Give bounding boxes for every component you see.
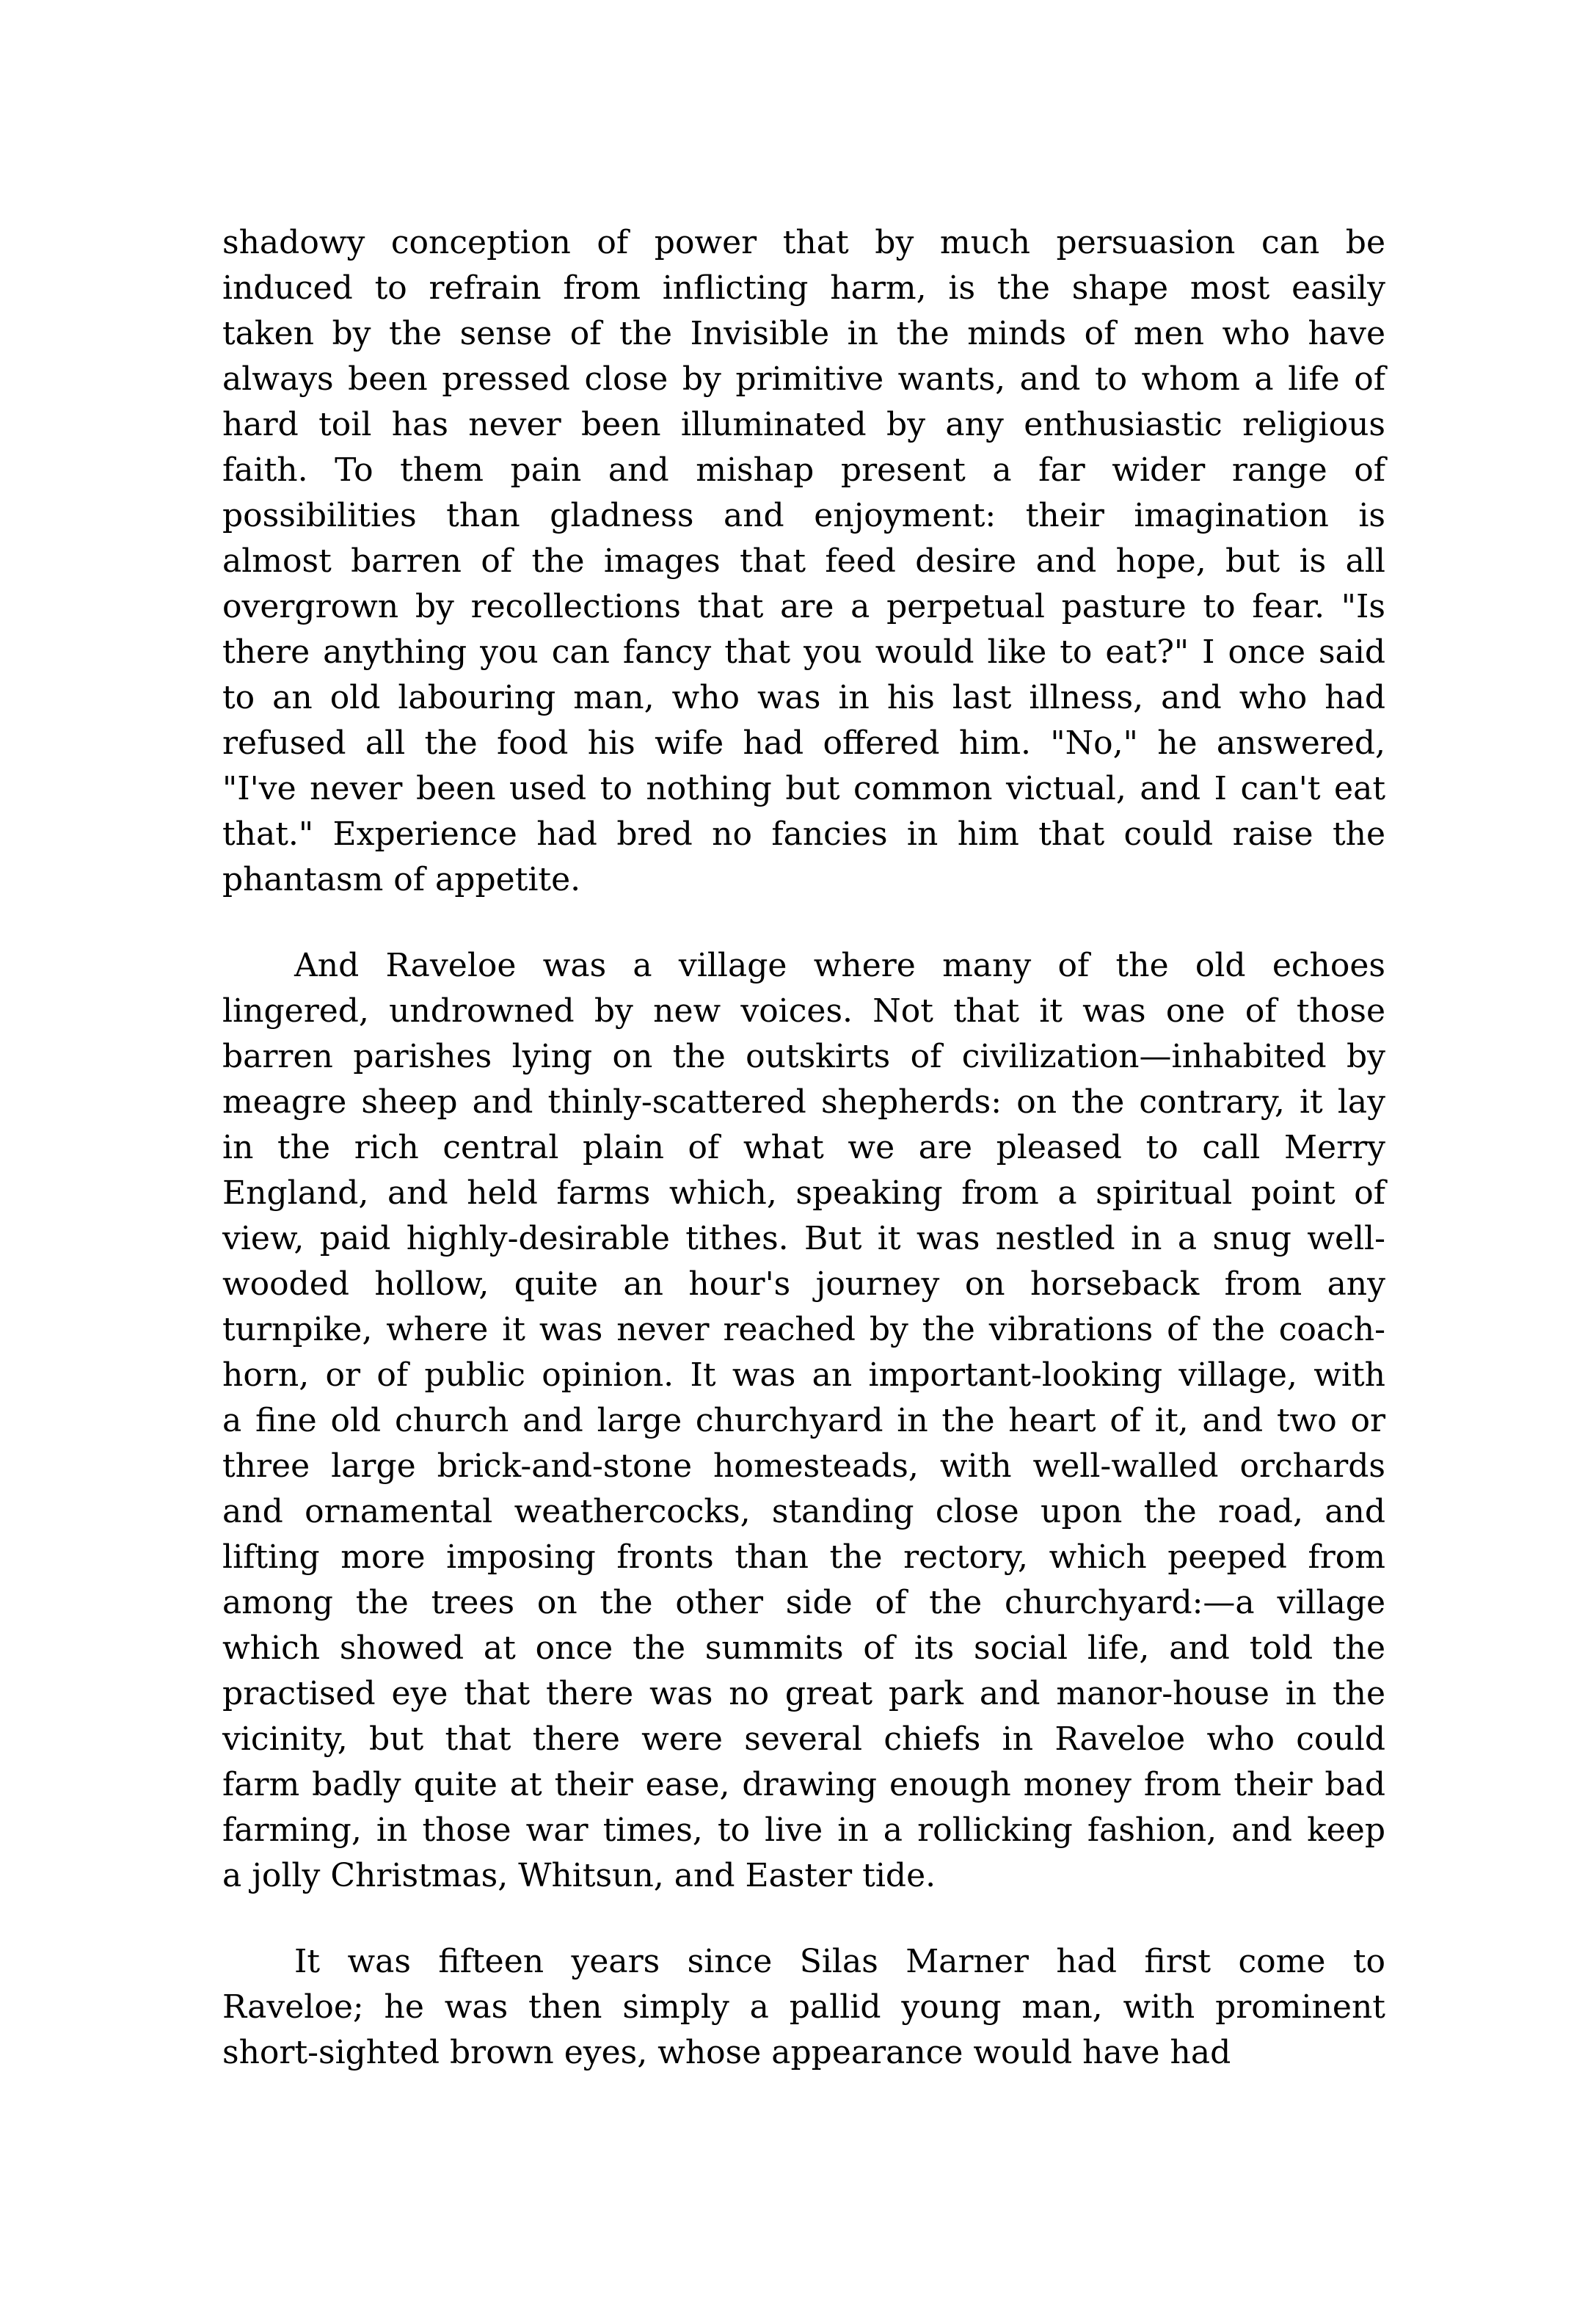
text-line: vicinity, but that there were several chiefs in Raveloe who could — [222, 1720, 1385, 1758]
paragraph — [222, 220, 1385, 903]
text-line: that." Experience had bred no fancies in him that could raise the — [222, 815, 1385, 853]
text-line: three large brick-and-stone homesteads, with well-walled orchards — [222, 1447, 1385, 1485]
text-line: view, paid highly-desirable tithes. But it was nestled in a snug well- — [222, 1220, 1385, 1257]
text-line: England, and held farms which, speaking from a spiritual point of — [222, 1174, 1385, 1212]
text-line: in the rich central plain of what we are pleased to call Merry — [222, 1129, 1385, 1166]
paragraph — [222, 943, 1385, 1899]
text-line: hard toil has never been illuminated by any enthusiastic religious — [222, 406, 1385, 443]
text-line: "I've never been used to nothing but common victual, and I can't eat — [222, 770, 1385, 807]
text-line: farm badly quite at their ease, drawing enough money from their bad — [222, 1766, 1385, 1803]
text-line: almost barren of the images that feed desire and hope, but is all — [222, 542, 1385, 580]
text-line: taken by the sense of the Invisible in the minds of men who have — [222, 315, 1385, 352]
text-line: wooded hollow, quite an hour's journey on horseback from any — [222, 1265, 1385, 1303]
text-line: lingered, undrowned by new voices. Not that it was one of those — [222, 992, 1385, 1030]
text-line: induced to refrain from inflicting harm, is the shape most easily — [222, 269, 1385, 307]
text-line: horn, or of public opinion. It was an important-looking village, with — [222, 1356, 1385, 1394]
text-line: barren parishes lying on the outskirts of civilization—inhabited by — [222, 1038, 1385, 1075]
text-line: which showed at once the summits of its social life, and told the — [222, 1629, 1385, 1667]
text-line: short-sighted brown eyes, whose appearance would have had — [222, 2034, 1231, 2071]
text-line: there anything you can fancy that you would like to eat?" I once said — [222, 633, 1385, 671]
text-line: phantasm of appetite. — [222, 861, 581, 898]
text-line: And Raveloe was a village where many of the old echoes — [294, 947, 1385, 984]
text-line: farming, in those war times, to live in a rollicking fashion, and keep — [222, 1811, 1385, 1849]
text-line: meagre sheep and thinly-scattered shepherds: on the contrary, it lay — [222, 1083, 1385, 1121]
text-line: It was fifteen years since Silas Marner had first come to — [294, 1943, 1385, 1980]
text-line: possibilities than gladness and enjoyment: their imagination is — [222, 497, 1385, 534]
text-line: faith. To them pain and mishap present a far wider range of — [222, 451, 1385, 489]
text-line: turnpike, where it was never reached by the vibrations of the coach- — [222, 1311, 1385, 1348]
text-line: and ornamental weathercocks, standing close upon the road, and — [222, 1493, 1385, 1530]
text-line: a fine old church and large churchyard in the heart of it, and two or — [222, 1402, 1385, 1439]
text-line: shadowy conception of power that by much persuasion can be — [222, 224, 1385, 261]
text-line: lifting more imposing fronts than the rectory, which peeped from — [222, 1538, 1385, 1576]
text-line: a jolly Christmas, Whitsun, and Easter tide. — [222, 1857, 936, 1894]
text-line: among the trees on the other side of the churchyard:—a village — [222, 1584, 1385, 1621]
text-line: always been pressed close by primitive wants, and to whom a life of — [222, 360, 1385, 398]
text-line: overgrown by recollections that are a perpetual pasture to fear. "Is — [222, 588, 1385, 625]
text-line: to an old labouring man, who was in his last illness, and who had — [222, 679, 1385, 716]
text-line: Raveloe; he was then simply a pallid young man, with prominent — [222, 1988, 1385, 2026]
paragraph — [222, 1939, 1385, 2076]
text-line: practised eye that there was no great park and manor-house in the — [222, 1675, 1385, 1712]
text-line: refused all the food his wife had offered him. "No," he answered, — [222, 724, 1385, 762]
text-column — [222, 220, 1385, 2076]
